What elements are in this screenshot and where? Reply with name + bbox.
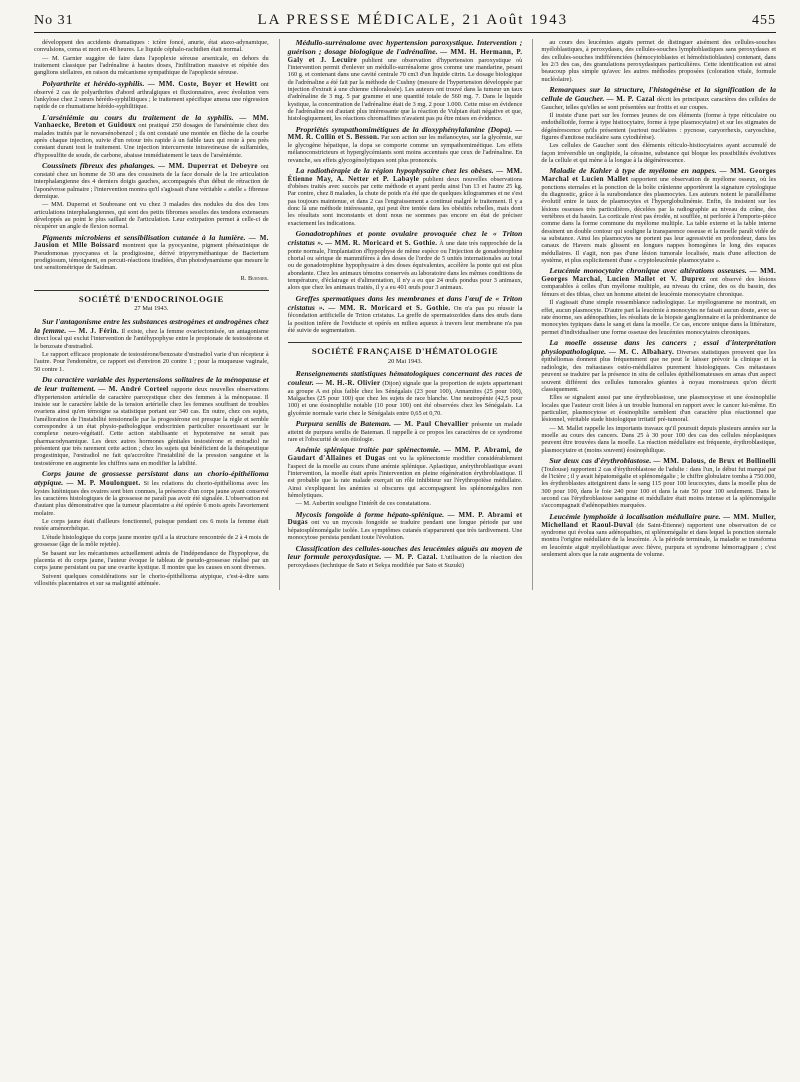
section-date: 20 Mai 1943.: [387, 357, 423, 365]
paragraph-text: rapporte deux nouvelles observations d'hypertension artérielle de caractère paroxystique chez des femmes à la ménopause. Il insiste sur le caractère labile de la tension artérielle chez les femmes souffrant de troubles ovariens ainsi qu'en témoigne sa statistique portant sur 340 cas. En outre, chez ces sujets, l'amélioration de l'instabilité tensionnelle par la progestérone est presque la règle et semble correspondre à un état physio-pathologique endocrinien particulier ressortissant sur le complexe neuro-végétatif. Cette action stabilisante et hypotensive ne serait pas pharmacodynamique. Les deux autres hormones génitales testostérone et œstradiol ne présentent que très rarement cette action ; chez les sujets qui bénéficient de la thérapeutique progestinique, l'œstradiol ne fait qu'accroître l'instabilité de la pression sanguine et la testostérone en augmente les chiffres sans en modifier la labilité.: [34, 385, 269, 467]
article-paragraph: [288, 370, 523, 417]
article-entry: [34, 39, 269, 77]
article-authors: — MM. Georges Marchal, Lucien Mallet et V. Duprez: [541, 267, 777, 284]
column-2: [279, 39, 523, 590]
paragraph-text: montrent que la pyocyanine, pigment phénazinique de Pseudomonas pyocyanea et la prodigiosine, dérivé tripyrryméthanique de Bacterium prodigiosum, témoignent, en percuti-réactions itradiées, d'un photodynamisme que mesure le test sensitométrique de Saidman.: [34, 242, 269, 272]
article-title: Anémie splénique traitée par splénectomie.: [295, 445, 441, 455]
article-title: Pigments microbiens et sensibilisation cutanée à la lumière.: [42, 232, 246, 242]
article-entry: [541, 267, 776, 336]
article-authors: — MM. R. Moricard et S. Gothie.: [325, 238, 438, 247]
article-title: Corps jaune de grossesse persistant dans un chorio-épithélioma atypique.: [34, 469, 269, 487]
paragraph-text: ont observé des lésions comparables à celles d'un myélome multiple, au niveau du crâne, des os du bassin, des fémurs et des tibias, chez un homme atteint de leucémie monocytaire chronique.: [541, 276, 777, 298]
article-paragraph: [541, 267, 776, 298]
article-paragraph: Se basant sur les mécanismes actuellement admis de l'indépendance de l'hypophyse, du placenta et du corps jaune, l'auteur évoque le tableau de pseudo-grossesse réalisé par un corps jaune persistant ou par une ovarite kystique. Il montre que les causes en sont diverses.: [34, 549, 269, 572]
article-authors: — MM. R. Collin et S. Besson.: [287, 125, 523, 142]
article-authors: — MM. Georges Marchal et Lucien Mallet: [541, 167, 777, 184]
paragraph-text: décrit les principaux caractères des cellules de Gaucher, telles qu'elles se sont présentées sur frottis et sur coupes.: [541, 95, 777, 111]
article-paragraph: [288, 446, 523, 499]
running-head: [34, 12, 776, 33]
article-authors: — M. Jausion et Mlle Boissard: [34, 233, 269, 250]
article-title: Remarques sur la structure, l'histogénèse et la signification de la cellule de Gaucher.: [541, 85, 777, 103]
article-authors: — M. P. Moulonguet.: [66, 478, 141, 487]
article-title: Polyarthrite et hérédo-syphilis.: [42, 78, 145, 88]
article-title: Leucémie monocytaire chronique avec altérations osseuses.: [549, 266, 747, 276]
article-entry: [541, 39, 776, 83]
paragraph-text: Par son action sur les mélanocytes, sur la glycémie, sur le glycogène hépatique, la dopa se comporte comme un sympathomimétique. Les effets mélanoconstricteurs et hyperglycémiants sont moins accentués que ceux de l'adrénaline. En revanche, ses effets glycogénolytiques sont plus prononcés.: [287, 134, 523, 164]
article-title: Coussinets fibreux des phalanges.: [42, 161, 156, 171]
article-paragraph: Suivent quelques considérations sur le chorio-épithélioma atypique, c'est-à-dire sans villosités placentaires et sur sa malignité atténuée.: [34, 572, 269, 587]
article-title: La moelle osseuse dans les cancers ; essai d'interprétation physiopathologique.: [541, 337, 777, 356]
paragraph-text: À une date très rapprochée de la ponte normale, l'implantation d'hypophyse de même espèce ou l'injection de gonadotrophine chorial ou sérique de mammifères à des doses de l'ordre de 5 unités internationales au total ou de gonadotrophine hypophysaire à des doses équivalentes, accélère la ponte qui est plus abondante. Chez les animaux témoins conservés au laboratoire dans les mêmes conditions de température, d'éclairage et d'alimentation, il n'y a eu que 24 œufs pondus pour 3 animaux, alors que chez les animaux traités, il y a eu 401 œufs pour 3 animaux.: [287, 239, 523, 292]
article-paragraph: [288, 545, 523, 570]
article-title: Mycosis fongoïde à forme hépato-splénique.: [295, 509, 445, 519]
article-paragraph: [34, 470, 269, 517]
column-3: [532, 39, 776, 590]
paragraph-text: Il existe, chez la femme ovariectomisée, un antagonisme direct local qui exclut l'intervention de l'antéhypophyse entre le propionate de testostérone et le benzoate d'œstradiol.: [34, 327, 269, 350]
article-entry: [288, 230, 523, 292]
article-paragraph: — MM. Duperrat et Soubreane ont vu chez 3 malades des nodules du dos des 1res articulations interphalangiennes, qui sont des petits fibromes sessiles des tendons extenseurs développés au point le plus saillant de l'articulation. Leur extirpation permet à celle-ci de récupérer un angle de flexion normal.: [34, 201, 269, 231]
article-paragraph: Il s'agissait d'une simple ressemblance radiologique. Le myélogramme ne montrait, en effet, aucun plasmocyte. D'autre part la leucémie à monocytes ne faisait aucun doute, avec sa rate énorme, ses adénopathies, les résultats de la biopsie ganglionnaire et la prédominance de monocytes typiques dans le sang et dans la moelle. Ce cas, encore unique dans la littérature, permet d'individualiser une forme osseuse des leucémies monocytaires chroniques.: [541, 299, 777, 336]
article-authors: — M. H.-R. Olivier: [315, 378, 381, 387]
article-paragraph: — M. Garnier suggère de faire dans l'apoplexie séreuse arsenicale, en dehors du traitement classique par l'adrénaline à hautes doses, l'infiltration massive et répétée des ganglions stellaires, en raison du mécanisme sympathique de l'apoplexie séreuse.: [34, 54, 269, 77]
article-entry: [288, 420, 523, 443]
article-paragraph: [541, 513, 776, 559]
article-title: L'arséniémie au cours du traitement de la syphilis.: [42, 112, 234, 122]
paragraph-text: publient deux nouvelles observations d'obèses traités avec succès par cette méthode et ayant perdu ainsi l'un 13 et l'autre 25 kg. Par contre, chez 8 malades, la chute de poids n'a été que de quelques kilogrammes et ne s'est pas toujours maintenue, et dans 2 cas l'engraissement a continué malgré le traitement. Il y a donc là une méthode intéressante, qui peut être tentée dans les obésités rebelles, mais dont les résultats sont inconstants et dont nous ne sommes pas encore en état de préciser exactement les indications.: [287, 175, 523, 227]
article-title: Du caractère variable des hypertensions solitaires de la ménopause et de leur traitement.: [34, 375, 269, 393]
article-paragraph: Les cellules de Gaucher sont des éléments réticulo-histiocytaires ayant accumulé de façon irréversible un onglipide, la cérasine, substance qui bloque les possibilités évolutives de la cellule et qui mène à la longue à la dégénérescence.: [541, 142, 777, 165]
article-entry: [34, 162, 269, 231]
article-authors: — MM. Dalous, de Brux et Bollinelli: [653, 456, 777, 465]
article-title: Sur deux cas d'érythroblastose.: [549, 455, 652, 465]
paragraph-text: ont observé 2 cas de polyarthrites d'abord arthralgiques et fluxionnaires, avec évolution vers l'ankylose chez 2 sœurs hérédo-syphilitiques ; le traitement spécifique amena une régression rapide de ce rhumatisme hérédo-syphilitique.: [34, 80, 269, 111]
article-entry: [541, 167, 776, 264]
article-paragraph: [288, 295, 523, 335]
paragraph-text: publient une observation d'hypertension paroxystique où l'intervention permit d'enlever un médullo-surrénalome gros comme une mandarine, pesant 160 g. et contenant dans une cavité centrale 70 cm3 d'un liquide citrin. Le dosage biologique de l'adrénaline a été fait par la méthode de Cushny (mesure de l'hypertension développée par injection d'extrait à une chienne chloralosée). Les auteurs ont trouvé dans la tumeur un taux d'adrénaline de 3 mg. 5 par gramme et une quantité totale de 560 mg. 7. Dans le liquide kystique, la concentration de l'adrénaline était de 3 mg. 2 pour 1.000. Cette mise en évidence de l'adrénaline est d'autant plus intéressante que la réaction de Vulpian était négative et que, histologiquement, les réactions chromaffines n'avaient pas pu être mises en évidence.: [287, 56, 523, 123]
article-authors: — MM. Vanhaecke, Breton et Guidoux: [34, 113, 269, 130]
article-authors: — MM. P. Abrami et Dugas: [287, 510, 523, 527]
article-authors: — M. C. Albahary.: [608, 347, 675, 356]
article-entry: [541, 86, 776, 164]
article-authors: — M. J. Férin.: [68, 326, 119, 335]
article-entry: [34, 234, 269, 272]
article-title: Gonadotrophines et ponte ovulaire provoquée chez le « Triton cristatus ».: [287, 229, 523, 247]
paragraph-text: Si les relations du chorio-épithélioma avec les kystes lutéiniques des ovaires sont bien connues, la présence d'un corps jaune ayant conservé les caractères histologiques de la grossesse ne paraît pas avoir été signalée. L'observation est d'autant plus démonstrative que la tumeur placentaire a été opérée 6 mois après l'avortement molaire.: [34, 479, 269, 517]
article-paragraph: [288, 511, 523, 542]
article-authors: — MM. Étienne May, A. Netter et P. Labayle: [287, 166, 523, 183]
article-paragraph: au cours des leucémies aiguës permet de distinguer aisément des cellules-souches myéloblastiques, à peroxydases, des cellules-souches lymphoblastiques sans peroxydases et des cellules-souches indifférenciées (hémocytoblastes et hémohistioblastes) contenant, dans les 2/3 des cas, des granulations peroxydasiques particulières. Cette identification est ainsi beaucoup plus simple qu'avec les autres méthodes proposées (coloration vitale, formule nucléolaire).: [541, 39, 777, 83]
section-heading: SOCIÉTÉ FRANÇAISE D'HÉMATOLOGIE: [288, 342, 523, 355]
journal-title-date: LA PRESSE MÉDICALE, 21 Août 1943: [257, 12, 569, 28]
article-entry: [288, 511, 523, 542]
article-paragraph: [541, 86, 776, 111]
article-authors: — MM. P. Abrami, de Gaudart d'Allaines et Dugas: [287, 446, 523, 463]
article-authors: — MM. Duperrat et Debeyre: [157, 162, 258, 171]
article-title: Classification des cellules-souches des leucémies aiguës au moyen de leur formule peroxydasique.: [287, 543, 523, 562]
section-heading: SOCIÉTÉ D'ENDOCRINOLOGIE: [34, 290, 269, 303]
article-entry: [34, 80, 269, 111]
paragraph-text: ont vu la splénectomie modifier considérablement l'aspect de la moelle au cours d'une anémie splénique. Aplastique, anérythroblastique avant l'intervention, la moelle était après l'intervention en pleine régénération érythroblastique. Il est probable que la rate malade exerçait un rôle inhibiteur sur l'érythropoïèse médullaire. Ainsi s'expliquent les anémies si obscures qui accompagnent les splénomégalies non hémolytiques.: [287, 455, 523, 499]
article-title: Purpura senilis de Bateman.: [295, 419, 392, 428]
article-paragraph: [288, 167, 523, 227]
article-entry: [541, 513, 776, 559]
article-paragraph: — M. Aubertin souligne l'intérêt de ces constatations.: [295, 500, 431, 508]
article-paragraph: [288, 39, 523, 123]
article-title: Leucémie lymphoïde à localisation médullaire pure.: [549, 511, 721, 521]
author-signature: R. Burnier.: [240, 274, 269, 282]
page-number: 455: [752, 13, 776, 28]
text-columns: [34, 39, 776, 590]
article-paragraph: — M. Mallet rappelle les importants travaux qu'il poursuit depuis plusieurs années sur la moelle au cours des cancers. Dans 25 à 30 pour 100 des cas des cellules néoplasiques peuvent être trouvées dans la moelle. La réaction médullaire est fréquente, érythroblastique, plasmocytaire et (moins souvent) éosinophilique.: [541, 424, 777, 454]
paragraph-text: L'utilisation de la réaction des peroxydases (technique de Sato et Sekya modifiée par Sato et Suzuki): [287, 554, 523, 570]
article-paragraph: Le rapport efficace propionate de testostérone/benzoate d'œstradiol varie d'un récepteur à l'autre. Pour l'endomètre, ce rapport est d'environ 20 contre 1 ; pour la muqueuse vaginale, 50 contre 1.: [34, 351, 269, 373]
article-entry: [288, 126, 523, 164]
article-authors: — MM. R. Moricard et S. Gothie.: [328, 303, 451, 312]
article-authors: — M. P. Cazal: [606, 94, 655, 103]
article-entry: [288, 446, 523, 507]
article-entry: [34, 470, 269, 587]
article-title: La radiothérapie de la région hypophysaire chez les obèses.: [295, 165, 494, 175]
article-paragraph: [34, 234, 269, 272]
article-title: Greffes spermatiques dans les membranes et dans l'œuf de « Triton cristatus ».: [287, 293, 523, 312]
article-authors: — M. André Corteel: [98, 384, 169, 393]
article-entry: [288, 545, 523, 570]
article-entry: [541, 339, 776, 454]
article-paragraph: [288, 126, 523, 164]
article-entry: [288, 295, 523, 335]
article-paragraph: [34, 318, 269, 350]
article-paragraph: [288, 230, 523, 292]
article-paragraph: Il insiste d'une part sur les formes jeunes de ces éléments (forme à type réticulaire ou endothélioïde, forme à type histiocytaire, forme à type plasmocytaire) et sur les stigmates de dégénérescence qu'ils présentent (surtout nucléaires : pycnose, caryorrhexis, caryoschise, figures d'amitose nucléaire sans cytodiérèse).: [541, 112, 777, 142]
article-authors: — M. Paul Chevallier: [393, 420, 469, 428]
article-title: Médullo-surrénalome avec hypertension paroxystique. Intervention ; guérison ; dosage biologique de l'adrénaline.: [287, 38, 523, 56]
article-authors: — MM. H. Hermann, P. Galy et J. Lecuire: [287, 47, 523, 64]
paragraph-text: (de Saint-Étienne) rapportent une observation de ce syndrome qui évolua sans adénopathies, ni splénomégalie et dans lequel la ponction sternale montra l'origine médullaire de la leucémie. À la période terminale, la maladie se transforma en leucémie aiguë myéloblastique avec fièvre, purpura et syndrome hémorragipare ; c'est seulement alors que la rate augmenta de volume.: [541, 521, 777, 558]
paragraph-text: ont constaté chez un homme de 30 ans des coussinets de la face dorsale de la 1re articulation interphalangienne des 4 derniers doigts gauches, accompagnés d'un début de rétraction de l'aponévrose palmaire ; l'intervention montra qu'il s'agissait d'une véritable « atelle » fibreuse dermique.: [34, 163, 269, 200]
article-entry: [288, 370, 523, 417]
article-entry: [288, 167, 523, 227]
article-paragraph: [541, 457, 776, 510]
article-entry: [34, 376, 269, 467]
section-date: 27 Mai 1943.: [134, 305, 169, 313]
article-paragraph: L'étude histologique du corps jaune montre qu'il a la structure rencontrée de 2 à 4 mois de grossesse (âge de la môle rejetée).: [34, 533, 269, 549]
issue-number: No 31: [34, 13, 74, 28]
article-paragraph: développent des accidents dramatiques : ictère foncé, anurie, état ataxo-adynamique, convulsions, coma et mort en 48 heures. Le liquide céphalo-rachidien était normal.: [34, 39, 269, 54]
paragraph-text: On n'a pas pu réussir la fécondation artificielle de Triton cristatus. La greffe de spermatozoïdes dans des œufs dans la position infère de l'oviducte et opérés en milieu aqueux à travers leur membrane n'a pas été suivie de segmentation.: [287, 304, 523, 334]
paragraph-text: (Dijon) signale que la proportion de sujets appartenant au groupe A est plus faible chez les Sénégalais (23 pour 100), Annamites (25 pour 100), Malgaches (25 pour 100) que chez les sujets de race blanche. Une neutropénie (42,5 pour 100) et une éosinophilie notable (10 pour 100) ont été observées chez les Sénégalais. La glycémie normale varie chez le Sénégalais entre 0,65 et 0,70.: [287, 379, 523, 417]
article-paragraph: [541, 339, 776, 393]
article-authors: — M. P. Cazal.: [384, 553, 438, 562]
article-entry: [288, 39, 523, 123]
paragraph-text: Diverses statistiques prouvent que les épithéliomas donnent plus fréquemment que ne peut le laisser prévoir la clinique et la radiologie, des métastases ostéo-médullaires purement histologiques. Ces métastases peuvent se traduire par la présence in situ de cellules épithéliomateuses en amas d'un aspect souvent différent des cellules tumorales géantes à noyau monstrueux qu'on décrit classiquement.: [541, 348, 777, 393]
column-1: [34, 39, 269, 590]
paragraph-text: rapportent une observation de myélome osseux, où les ponctions sternales et la ponction de la boîte crânienne apportèrent la signature cytologique du diagnostic, grâce à la surabondance des plasmocytes. Les auteurs notent le parallélisme évolutif entre le taux de plasmocytes et l'hyperglobulinémie. Enfin, ils insistent sur les lésions osseuses très particulières, décelées par la radiographie au niveau du crâne, des vertèbres et du bassin. La corticale n'est pas érodée, ni soufflée, ni perforée à l'emporte-pièce comme dans la forme commune du myélome multiple. La table externe et la table interne dessinent un double contour qui souligne la transparence osseuse et la moelle paraît vidée de sa substance. Ainsi les plasmocytes ne portent pas leur agressivité en profondeur, dans les canaux de Havers mais glissent en longues nappes homogènes le long des espaces médullaires. Il s'agit, non pas d'une lésion tumorale localisée, mais d'une affection de système, et plus explicitement d'une « cryptoleucémie plasmocytaire ».: [541, 176, 777, 264]
paragraph-text: (Toulouse) rapportent 2 cas d'érythroblastose de l'adulte : dans l'un, le début fut marqué par de l'ictère ; il y avait hépatomégalie et splénomégalie ; le chiffre globulaire tomba à 750.000, les érythroblastes atteignirent dans le sang 115 pour 100 leucocytes, dans la moelle plus de 300 pour 100, dans le foie 240 pour 100 et dans la rate 50 pour 100 seulement. Dans le second cas l'érythroblastose sanguine et médullaire était moins intense et la splénomégalie s'accompagnait d'adénopathies marquées.: [541, 465, 777, 510]
article-paragraph: Elles se signalent aussi par une érythroblastose, une plasmocytose et une éosinophilie locales que l'auteur croit liées à un trouble humoral en rapport avec le cancer lui-même. En particulier, plasmocytose et éosinophilie semblent d'un caractère plus réactionnel que lésionnel, véritable stade histologique irritatif pré-tumoral.: [541, 394, 777, 424]
article-paragraph: [34, 376, 269, 467]
article-authors: — MM. Coste, Boyer et Hewitt: [147, 79, 258, 88]
article-paragraph: [34, 162, 269, 200]
article-paragraph: [34, 80, 269, 111]
article-paragraph: [34, 114, 269, 160]
article-title: Renseignements statistiques hématologiques concernant des races de couleur.: [287, 369, 523, 387]
article-paragraph: [541, 167, 776, 264]
article-title: Maladie de Kahler à type de myélome en nappes.: [549, 166, 717, 176]
paragraph-text: présente un malade atteint de purpura senilis de Bateman. Il rappelle à ce propos les caractères de ce syndrome rare et l'obscurité de son étiologie.: [287, 421, 523, 444]
article-entry: [541, 457, 776, 510]
article-entry: [34, 318, 269, 373]
article-authors: — MM. Muller, Michelland et Raoul-Duval: [541, 512, 777, 529]
article-title: Sur l'antagonisme entre les substances œstrogènes et androgènes chez la femme.: [34, 316, 269, 335]
article-paragraph: [288, 420, 523, 443]
article-paragraph: Le corps jaune était d'ailleurs fonctionnel, puisque pendant ces 6 mois la femme était restée aménorrhéique.: [34, 518, 269, 533]
paragraph-text: ont vu un mycosis fongoïde se traduire pendant une longue période par une hépatosplénomégalie isolée. Les symptômes cutanés n'apparurent que très tardivement. Une monocytose persista pendant toute l'évolution.: [287, 519, 523, 542]
article-entry: [34, 114, 269, 160]
article-title: Propriétés sympathomimétiques de la dioxyphénylalanine (Dopa).: [295, 124, 513, 134]
paragraph-text: ont pratiqué 250 dosages de l'arséniémie chez des malades traités par le novarsénobenzol ; ils ont constaté une montée en flèche de la courbe après chaque injection, suivie d'un retour très rapide à un faible taux qui reste à peu près constant durant tout le traitement. Une injection intercurrente intraveineuse de sulfamides, d'hyposulfite de soude, de carbone, abaisse immédiatement le taux de l'arséniémie.: [34, 122, 269, 159]
